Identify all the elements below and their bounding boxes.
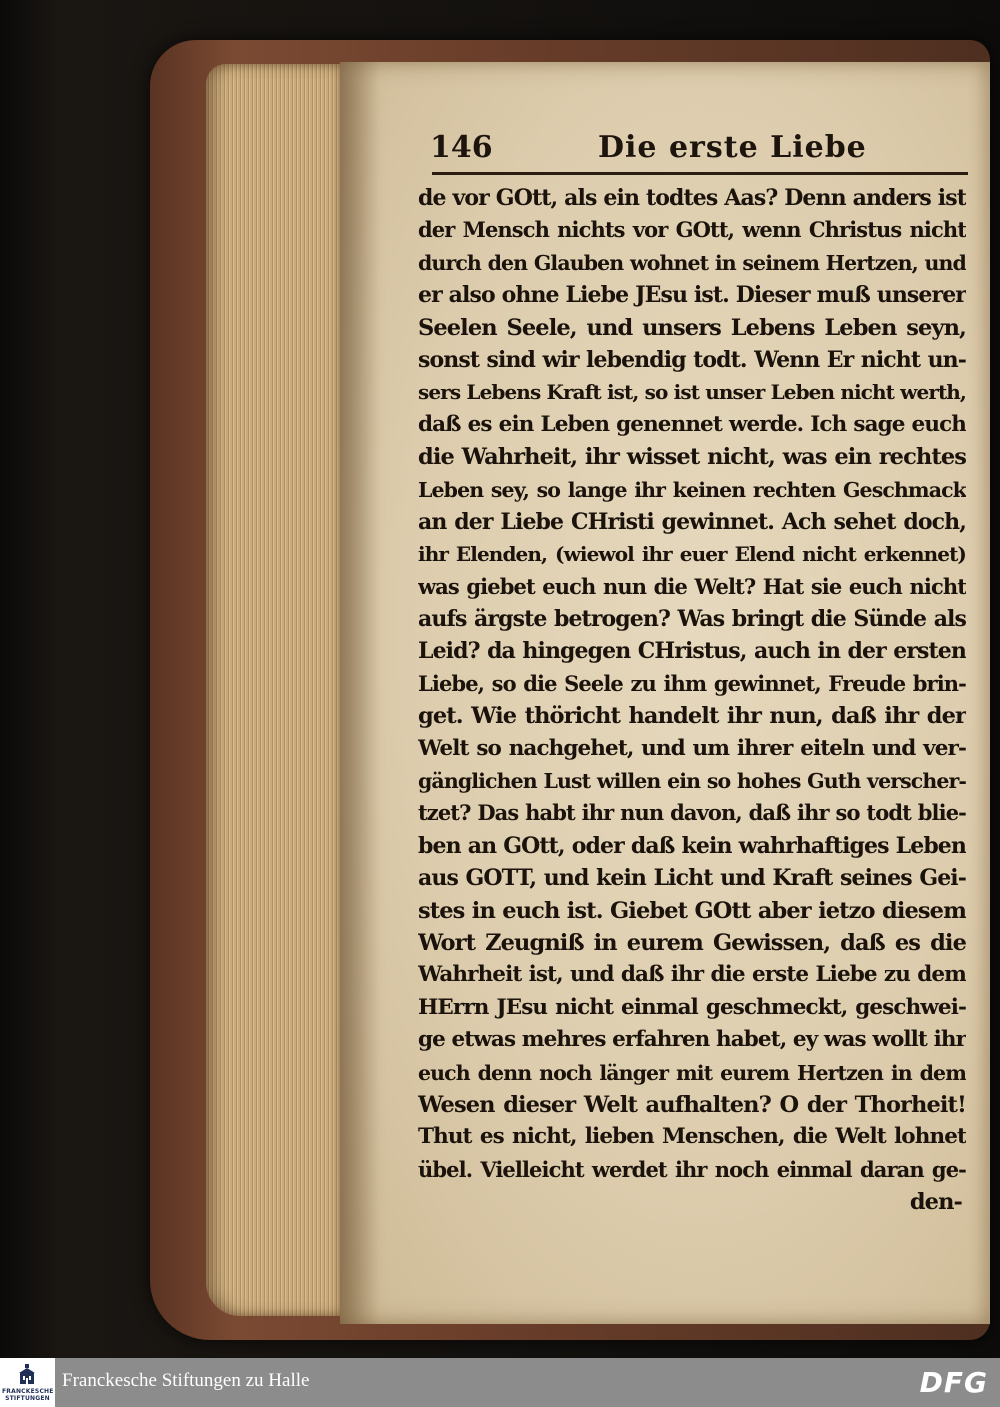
text-line: übel. Vielleicht werdet ihr noch einmal daran ge- (418, 1156, 966, 1182)
body-text (418, 182, 966, 1219)
footer-bar (0, 1358, 1000, 1407)
text-line: gänglichen Lust willen ein so hohes Guth verscher- (418, 769, 966, 794)
page-gutter-shadow (340, 62, 380, 1324)
text-line: de vor GOtt, als ein todtes Aas? Denn anders ist (418, 185, 966, 211)
text-line: Leid? da hingegen CHristus, auch in der ersten (418, 638, 966, 665)
text-line: ge etwas mehres erfahren habet, ey was wollt ihr (418, 1027, 966, 1053)
text-line: durch den Glauben wohnet in seinem Hertzen, und (418, 250, 966, 275)
text-line: Wahrheit ist, und daß ihr die erste Liebe zu dem (418, 962, 966, 988)
text-line: sonst sind wir lebendig todt. Wenn Er nicht un- (418, 346, 966, 373)
text-line: was giebet euch nun die Welt? Hat sie euch nicht (418, 573, 966, 599)
dfg-logo[interactable]: DFG (919, 1366, 988, 1399)
text-line: euch denn noch länger mit eurem Hertzen in dem (418, 1060, 966, 1085)
text-line: HErrn JEsu nicht einmal geschmeckt, geschwei- (418, 994, 966, 1020)
text-line: aufs ärgste betrogen? Was bringt die Sünde als (418, 606, 966, 633)
running-head: Die erste Liebe (598, 130, 867, 165)
text-line: ihr Elenden, (wiewol ihr euer Elend nicht erkennet) (418, 542, 966, 567)
text-line: stes in euch ist. Giebet GOtt aber ietzo diesem (418, 897, 966, 924)
text-line: aus GOTT, und kein Licht und Kraft seines Gei- (418, 865, 966, 892)
text-line: die Wahrheit, ihr wisset nicht, was ein rechtes (418, 444, 966, 471)
text-line: Seelen Seele, und unsers Lebens Leben seyn, (418, 314, 966, 341)
text-line: ben an GOtt, oder daß kein wahrhaftiges Leben (418, 832, 966, 859)
text-line: Wort Zeugniß in eurem Gewissen, daß es die (418, 929, 966, 956)
text-line: daß es ein Leben genennet werde. Ich sage euch (418, 411, 966, 437)
text-line: der Mensch nichts vor GOtt, wenn Christus nicht (418, 217, 966, 243)
logo-text: FRANCKESCHE STIFTUNGEN (2, 1388, 54, 1402)
page-number: 146 (430, 130, 493, 165)
page-edges (206, 64, 342, 1316)
text-line: sers Lebens Kraft ist, so ist unser Leben nicht werth, (418, 380, 966, 405)
institution-logo[interactable] (0, 1358, 55, 1407)
page-header (430, 128, 970, 172)
catchword: den- (909, 1189, 962, 1216)
text-line: Welt so nachgehet, und um ihrer eiteln und ver- (418, 735, 966, 761)
institution-name[interactable]: Franckesche Stiftungen zu Halle (62, 1370, 310, 1391)
text-line: get. Wie thöricht handelt ihr nun, daß ihr der (418, 703, 966, 730)
text-line: Liebe, so die Seele zu ihm gewinnet, Freude brin- (418, 670, 966, 696)
header-rule (432, 172, 968, 175)
text-line: an der Liebe CHristi gewinnet. Ach sehet doch, (418, 508, 966, 535)
text-line: Leben sey, so lange ihr keinen rechten Geschmack (418, 477, 966, 502)
text-line: Wesen dieser Welt aufhalten? O der Thorheit! (418, 1091, 966, 1118)
text-line: tzet? Das habt ihr nun davon, daß ihr so todt blie- (418, 800, 966, 826)
building-icon (17, 1364, 37, 1386)
text-line: Thut es nicht, lieben Menschen, die Welt lohnet (418, 1124, 966, 1150)
catchword-line (418, 1186, 966, 1218)
text-line: er also ohne Liebe JEsu ist. Dieser muß unserer (418, 282, 966, 309)
